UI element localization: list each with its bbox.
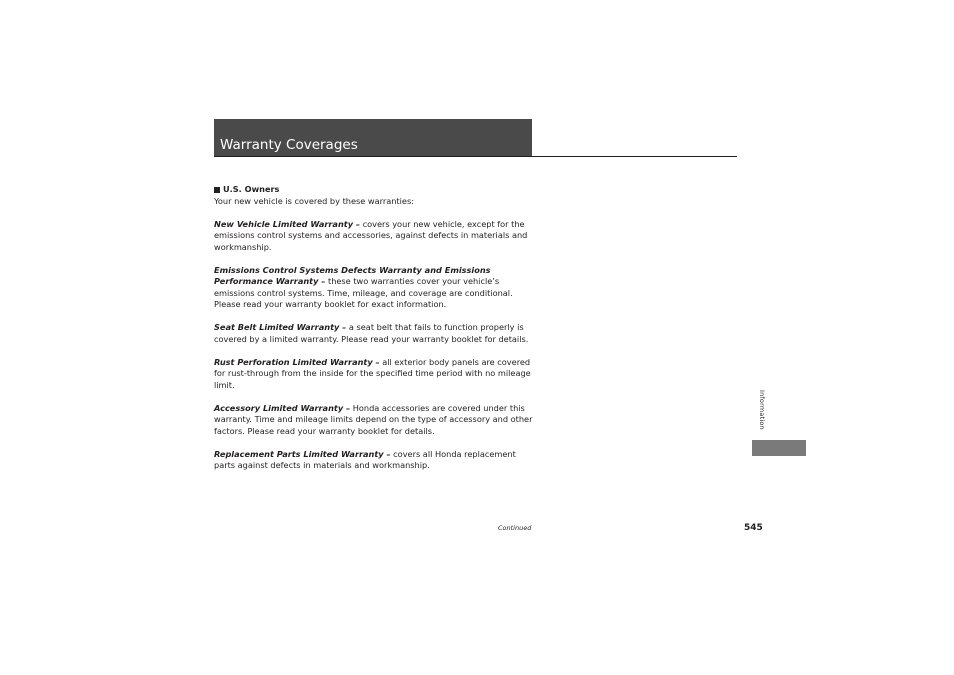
warranty-title: New Vehicle Limited Warranty – bbox=[214, 218, 360, 229]
warranty-item bbox=[214, 265, 534, 311]
warranty-item bbox=[214, 449, 534, 472]
warranty-title: Seat Belt Limited Warranty – bbox=[214, 322, 347, 332]
section-intro: Your new vehicle is covered by these warranties: bbox=[214, 195, 414, 206]
title-divider bbox=[214, 156, 737, 157]
warranty-title: Rust Perforation Limited Warranty – bbox=[214, 356, 380, 367]
side-tab-marker bbox=[752, 440, 806, 456]
square-bullet-icon bbox=[214, 187, 220, 193]
warranty-text: Honda accessories are covered under this warranty. Time and mileage limits depend on the type of accessory and other factors. Please read your warranty booklet for details. bbox=[214, 402, 533, 436]
warranty-text: all exterior body panels are covered for rust-through from the inside for the specified time period with no mileage limit. bbox=[214, 356, 531, 390]
warranty-title: Emissions Control Systems Defects Warranty and Emissions Performance Warranty – bbox=[214, 264, 491, 286]
page-title-bar bbox=[214, 119, 532, 156]
warranty-title: Accessory Limited Warranty – bbox=[214, 402, 351, 413]
warranty-item bbox=[214, 322, 534, 345]
warranty-item bbox=[214, 403, 534, 438]
warranty-text: these two warranties cover your vehicle’s emissions control systems. Time, mileage, and coverage are conditional. Please read your warranty booklet for exact information. bbox=[214, 276, 513, 309]
section-heading-label: U.S. Owners bbox=[223, 184, 280, 194]
page-number: 545 bbox=[744, 523, 763, 533]
section-heading bbox=[214, 184, 534, 196]
continued-note: Continued bbox=[498, 524, 532, 532]
page-title: Warranty Coverages bbox=[220, 137, 358, 153]
warranty-item bbox=[214, 357, 534, 392]
warranty-text: covers all Honda replacement parts against defects in materials and workmanship. bbox=[214, 448, 516, 470]
main-content bbox=[214, 184, 534, 483]
warranty-text: covers your new vehicle, except for the emissions control systems and accessories, against defects in materials and workmanship. bbox=[214, 218, 528, 252]
warranty-title: Replacement Parts Limited Warranty – bbox=[214, 448, 391, 459]
warranty-text: a seat belt that fails to function properly is covered by a limited warranty. Please read your warranty booklet for details. bbox=[214, 322, 529, 344]
side-tab-label: Information bbox=[758, 390, 766, 430]
warranty-item bbox=[214, 219, 534, 254]
